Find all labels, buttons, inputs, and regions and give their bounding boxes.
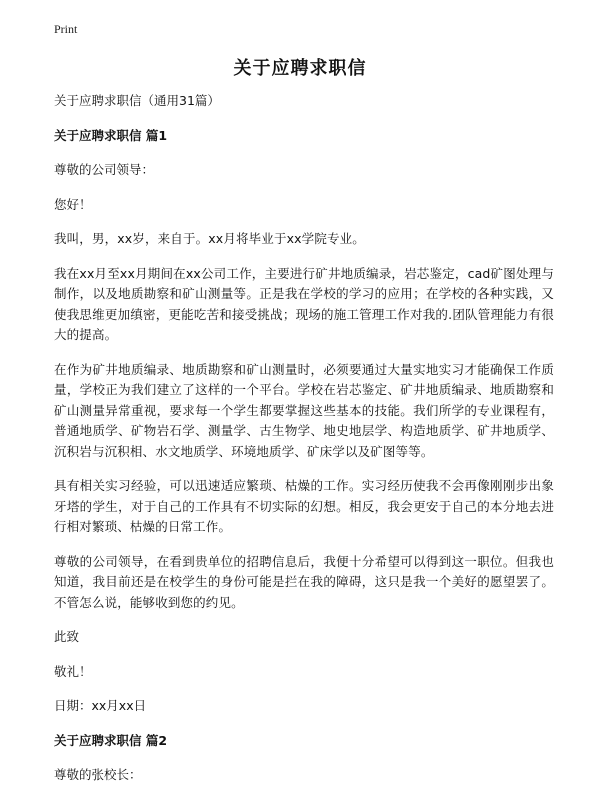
paragraph-work-experience: 我在xx月至xx月期间在xx公司工作，主要进行矿井地质编录，岩芯鉴定，cad矿图处理与制作，以及地质勘察和矿山测量等。正是我在学校的学习的应用；在学校的各种实践，又使我思维更加缜密，更能吃苦和接受挑战；现场的施工管理工作对我的.团队管理能力有很大的提高。 [54,265,554,342]
salutation-2: 尊敬的张校长： [54,767,142,782]
salutation-1: 尊敬的公司领导： [54,162,155,177]
section-heading-1: 关于应聘求职信 篇1 [54,127,168,143]
paragraph-courses: 在作为矿井地质编录、地质勘察和矿山测量时，必须要通过大量实地实习才能确保工作质量，学校正为我们建立了这样的一个平台。学校在岩芯鉴定、矿井地质编录、地质勘察和矿山测量异常重视，要求每一个学生都要掌握这些基本的技能。我们所学的专业课程有，普通地质学、矿物岩石学、测量学、古生物学、地史地层学、构造地质学、矿井地质学、沉积岩与沉积相、水文地质学、环境地质学、矿床学以及矿图等等。 [54,361,554,459]
date-line: 日期：xx月xx日 [54,698,147,713]
greeting: 您好！ [54,196,92,212]
closing: 此致 [54,629,80,644]
document-subtitle: 关于应聘求职信（通用31篇） [54,93,220,108]
document-body [54,91,554,800]
paragraph-closing-request: 尊敬的公司领导，在看到贵单位的招聘信息后，我便十分希望可以得到这一职位。但我也知道，我目前还是在校学生的身份可能是拦在我的障碍，这只是我一个美好的愿望罢了。不管怎么说，能够收到您的约见。 [54,553,554,610]
print-link[interactable]: Print [54,22,78,36]
section-heading-2: 关于应聘求职信 篇2 [54,732,168,748]
regards: 敬礼！ [54,663,92,679]
paragraph-internship: 具有相关实习经验，可以迅速适应繁琐、枯燥的工作。实习经历使我不会再像刚刚步出象牙塔的学生，对于自己的工作具有不切实际的幻想。相反，我会更安于自己的本分地去进行相对繁琐、枯燥的日常工作。 [54,478,554,534]
paragraph-intro: 我叫，男，xx岁，来自于。xx月将毕业于xx学院专业。 [54,231,365,246]
document-title: 关于应聘求职信 [233,58,367,79]
